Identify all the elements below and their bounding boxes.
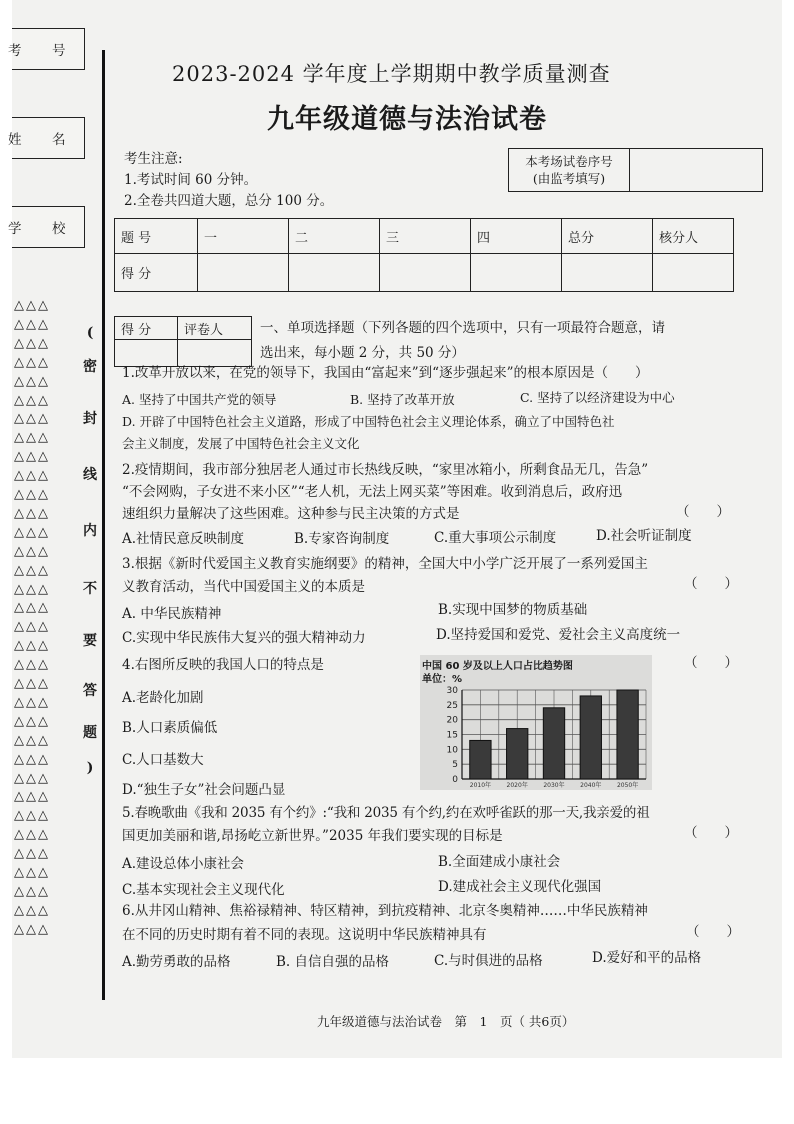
- triangle-row: △△△: [14, 581, 50, 597]
- question-3-stem-cont: 义教育活动，当代中国爱国主义的本质是: [122, 579, 365, 595]
- triangle-row: △△△: [14, 335, 50, 351]
- triangle-row: △△△: [14, 865, 50, 880]
- q4-option-a[interactable]: A.老龄化加剧: [122, 690, 204, 706]
- notice-item: 2.全卷共四道大题，总分 100 分。: [124, 193, 334, 209]
- seal-char: 答: [83, 683, 97, 699]
- id-partial-label: 考: [8, 43, 22, 59]
- question-3-stem: 3.根据《新时代爱国主义教育实施纲要》的精神，全国大中小学广泛开展了一系列爱国主: [122, 556, 648, 572]
- q2-option-c[interactable]: C.重大事项公示制度: [434, 530, 557, 546]
- binding-line: [102, 50, 105, 1000]
- seat-number-label: 本考场试卷序号: [525, 154, 613, 169]
- q6-option-d[interactable]: D.爱好和平的品格: [592, 950, 702, 966]
- q3-option-d[interactable]: D.坚持爱国和爱党、爱社会主义高度统一: [436, 627, 681, 643]
- id-label: 号: [52, 43, 66, 59]
- score-field[interactable]: [380, 254, 471, 292]
- student-id-box: [8, 28, 85, 70]
- chart-y-tick-label: 0: [452, 775, 458, 785]
- triangle-row: △△△: [14, 562, 50, 578]
- chart-x-tick-label: 2010年: [469, 782, 492, 789]
- question-2-stem-cont: “不会网购，子女进不来小区”“老人机，无法上网买菜”等困难。收到消息后，政府迅: [122, 484, 623, 500]
- score-row-label: 得 分: [115, 254, 198, 292]
- q6-option-c[interactable]: C.与时俱进的品格: [434, 953, 543, 969]
- q2-option-d[interactable]: D.社会听证制度: [596, 528, 692, 544]
- triangle-row: △△△: [14, 902, 50, 918]
- question-2-stem-cont: 速组织力量解决了这些困难。这种参与民主决策的方式是: [122, 506, 460, 522]
- seal-char: 封: [83, 411, 97, 427]
- question-5-stem-cont: 国更加美丽和谐,昂扬屹立新世界。”2035 年我们要实现的目标是: [122, 828, 503, 844]
- q4-option-d[interactable]: D.“独生子女”社会问题凸显: [122, 782, 286, 798]
- score-header-cell: 核分人: [653, 219, 734, 254]
- q4-option-c[interactable]: C.人口基数大: [122, 752, 204, 768]
- q1-option-b[interactable]: B. 坚持了改革开放: [350, 392, 455, 407]
- triangle-row: △△△: [14, 732, 50, 748]
- section-instructions: 一、单项选择题（下列各题的四个选项中，只有一项最符合题意，请: [260, 320, 665, 336]
- q2-option-b[interactable]: B.专家咨询制度: [294, 531, 390, 547]
- chart-x-tick-label: 2030年: [543, 782, 565, 789]
- q2-option-a[interactable]: A.社情民意反映制度: [122, 531, 245, 547]
- triangle-row: △△△: [14, 392, 50, 408]
- triangle-row: △△△: [14, 751, 50, 767]
- score-header-cell: 一: [198, 219, 289, 254]
- answer-bracket[interactable]: （ ）: [684, 655, 738, 671]
- triangle-row: △△△: [14, 505, 50, 521]
- question-5-stem: 5.春晚歌曲《我和 2035 有个约》:“我和 2035 有个约,约在欢呼雀跃的那一天,我亲爱的祖: [122, 805, 650, 821]
- triangle-row: △△△: [14, 354, 50, 370]
- triangle-row: △△△: [14, 543, 50, 559]
- score-header-cell: 三: [380, 219, 471, 254]
- chart-plot: [420, 655, 652, 790]
- school-label: 校: [52, 221, 66, 237]
- triangle-row: △△△: [14, 694, 50, 710]
- triangle-row: △△△: [14, 449, 50, 465]
- answer-bracket[interactable]: （ ）: [684, 576, 738, 592]
- q6-option-a[interactable]: A.勤劳勇敢的品格: [122, 954, 231, 970]
- exam-paper: [8, 0, 782, 1058]
- triangle-row: △△△: [14, 676, 50, 691]
- score-header-cell: 题 号: [115, 219, 198, 254]
- seat-number-field[interactable]: [630, 149, 763, 192]
- chart-x-tick-label: 2020年: [506, 782, 528, 789]
- triangle-row: △△△: [14, 883, 50, 899]
- chart-y-tick-label: 5: [452, 760, 458, 771]
- school-partial-label: 学: [8, 221, 22, 237]
- triangle-row: △△△: [14, 430, 50, 446]
- q3-option-b[interactable]: B.实现中国梦的物质基础: [438, 602, 588, 618]
- chart-bar: [580, 696, 601, 779]
- seal-char: 要: [83, 633, 97, 649]
- triangle-row: △△△: [14, 600, 50, 616]
- chart-y-tick-label: 20: [446, 715, 458, 726]
- q3-option-a[interactable]: A. 中华民族精神: [122, 606, 222, 622]
- section-score-table: [114, 316, 252, 367]
- question-1-stem: 1.改革开放以来，在党的领导下，我国由“富起来”到“逐步强起来”的根本原因是（ ）: [122, 365, 649, 381]
- triangle-row: △△△: [14, 638, 50, 654]
- student-name-box: [8, 117, 85, 159]
- q1-option-d[interactable]: D. 开辟了中国特色社会主义道路，形成了中国特色社会主义理论体系，确立了中国特色社: [122, 414, 615, 429]
- score-field[interactable]: [562, 254, 653, 292]
- chart-unit: 单位：%: [422, 674, 463, 685]
- chart-bar: [507, 729, 528, 779]
- seal-char: 不: [83, 581, 97, 597]
- notice-item: 1.考试时间 60 分钟。: [124, 172, 258, 188]
- answer-bracket[interactable]: （ ）: [676, 504, 730, 520]
- q5-option-b[interactable]: B.全面建成小康社会: [438, 854, 561, 870]
- seal-char: 题: [83, 725, 97, 741]
- triangle-row: △△△: [14, 808, 50, 824]
- chart-title: 中国 60 岁及以上人口占比趋势图: [422, 661, 573, 672]
- q5-option-a[interactable]: A.建设总体小康社会: [122, 856, 245, 872]
- score-field[interactable]: [653, 254, 734, 292]
- chart-y-tick-label: 30: [446, 686, 458, 696]
- seal-char: 内: [83, 523, 97, 539]
- triangle-row: △△△: [14, 657, 50, 673]
- score-header-cell: 四: [471, 219, 562, 254]
- q1-option-a[interactable]: A. 坚持了中国共产党的领导: [122, 392, 277, 407]
- seal-char: (: [86, 325, 94, 341]
- section-score-label: 得 分: [115, 317, 178, 340]
- triangle-row: △△△: [14, 789, 50, 805]
- chart-bar: [470, 740, 491, 779]
- school-box: [8, 206, 85, 248]
- chart-x-tick-label: 2050年: [616, 782, 639, 789]
- score-field[interactable]: [289, 254, 380, 292]
- chart-y-tick-label: 10: [446, 745, 458, 756]
- score-field[interactable]: [471, 254, 562, 292]
- grader-label: 评卷人: [178, 317, 252, 340]
- answer-bracket[interactable]: （ ）: [686, 924, 740, 940]
- seal-char: ): [86, 760, 94, 776]
- question-6-stem-cont: 在不同的历史时期有着不同的表现。这说明中华民族精神具有: [122, 927, 487, 943]
- triangle-row: △△△: [14, 373, 50, 389]
- chart-bar: [543, 708, 564, 779]
- population-chart: [420, 655, 652, 790]
- q4-option-b[interactable]: B.人口素质偏低: [122, 720, 218, 736]
- name-partial-label: 姓: [8, 132, 22, 148]
- triangle-row: △△△: [14, 298, 50, 313]
- seat-number-note: (由监考填写): [532, 171, 606, 186]
- triangle-row: △△△: [14, 921, 50, 937]
- section-instructions-cont: 选出来，每小题 2 分，共 50 分）: [260, 345, 465, 361]
- triangle-row: △△△: [14, 846, 50, 862]
- q1-option-c[interactable]: C. 坚持了以经济建设为中心: [520, 390, 675, 405]
- question-4-stem: 4.右图所反映的我国人口的特点是: [122, 657, 324, 673]
- q6-option-b[interactable]: B. 自信自强的品格: [276, 954, 390, 970]
- page-footer: 九年级道德与法治试卷 第 1 页（ 共6页）: [317, 1014, 575, 1029]
- name-label: 名: [52, 132, 66, 148]
- exam-subject-title: 九年级道德与法治试卷: [267, 104, 547, 135]
- triangle-row: △△△: [14, 770, 50, 786]
- q5-option-d[interactable]: D.建成社会主义现代化强国: [438, 879, 602, 895]
- answer-bracket[interactable]: （ ）: [684, 825, 738, 841]
- triangle-row: △△△: [14, 619, 50, 635]
- q5-option-c[interactable]: C.基本实现社会主义现代化: [122, 882, 285, 898]
- chart-y-tick-label: 15: [446, 730, 458, 741]
- seal-char: 线: [83, 467, 97, 483]
- question-2-stem: 2.疫情期间，我市部分独居老人通过市长热线反映，“家里冰箱小，所剩食品无几，告急”: [122, 462, 649, 478]
- triangle-row: △△△: [14, 827, 50, 843]
- chart-bar: [617, 690, 638, 779]
- score-header-cell: 总分: [562, 219, 653, 254]
- chart-y-tick-label: 25: [446, 700, 458, 711]
- question-6-stem: 6.从井冈山精神、焦裕禄精神、特区精神，到抗疫精神、北京冬奥精神……中华民族精神: [122, 903, 648, 919]
- q1-option-d-cont: 会主义制度，发展了中国特色社会主义文化: [122, 436, 360, 451]
- triangle-row: △△△: [14, 411, 50, 427]
- triangle-row: △△△: [14, 524, 50, 540]
- notice-title: 考生注意:: [124, 151, 183, 167]
- seat-number-box: [508, 148, 763, 192]
- triangle-row: △△△: [14, 468, 50, 484]
- score-field[interactable]: [198, 254, 289, 292]
- triangle-row: △△△: [14, 316, 50, 332]
- chart-x-tick-label: 2040年: [580, 782, 602, 789]
- triangle-row: △△△: [14, 487, 50, 502]
- score-header-cell: 二: [289, 219, 380, 254]
- triangle-row: △△△: [14, 713, 50, 729]
- score-table: [114, 218, 734, 292]
- q3-option-c[interactable]: C.实现中华民族伟大复兴的强大精神动力: [122, 630, 366, 646]
- seal-char: 密: [83, 359, 97, 375]
- exam-term-title: 2023-2024 学年度上学期期中教学质量测查: [172, 62, 611, 86]
